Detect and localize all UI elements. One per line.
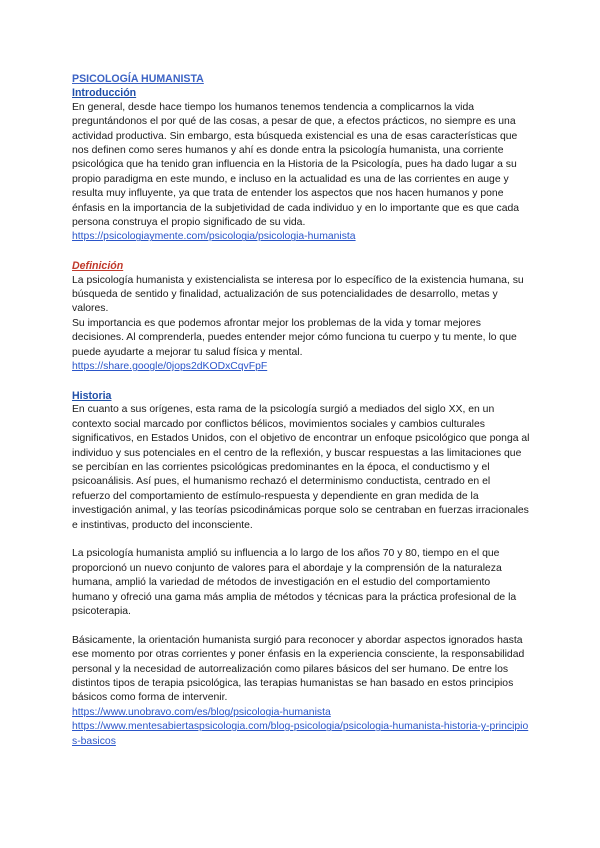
- heading-introduccion: Introducción: [72, 87, 137, 100]
- heading-definicion: Definición: [72, 260, 124, 273]
- spacer: [72, 533, 530, 547]
- history-paragraph-2: La psicología humanista amplió su influencia a lo largo de los años 70 y 80, tiempo en el que proporcionó un nuevo conjunto de valores para el abordaje y la comprensión de la naturaleza humana, amplió la variedad de métodos de investigación en el estudio del comportamiento humano y ofreció una gama más amplia de métodos y técnicas para la práctica profesional de la psicoterapia.: [72, 548, 517, 617]
- heading-historia: Historia: [72, 389, 112, 402]
- history-paragraph-1: En cuanto a sus orígenes, esta rama de la psicología surgió a mediados del siglo XX, en un contexto social marcado por conflictos bélicos, movimientos sociales y cambios culturales significativos, en Estados Unidos, con el objetivo de encontrar un enfoque psicológico que ponga al individuo y sus potenciales en el centro de la reflexión, y buscar respuestas a las limitaciones que se percibían en las corrientes psicológicas predominantes en la época, el conductismo y el psicoanálisis. Así pues, el humanismo rechazó el determinismo conductista, centrado en el refuerzo del comportamiento de estímulo-respuesta y dependiente en gran medida de la investigación animal, y las teorías psicodinámicas porque solo se centraban en fuerzas irracionales e instintivas, producto del inconsciente.: [72, 404, 530, 531]
- history-link-2[interactable]: https://www.mentesabiertaspsicologia.com/blog-psicologia/psicologia-humanista-historia-y-principios-basicos: [72, 721, 529, 747]
- spacer: [72, 245, 530, 259]
- spacer: [72, 375, 530, 389]
- spacer: [72, 619, 530, 633]
- intro-link[interactable]: https://psicologiaymente.com/psicologia/psicologia-humanista: [72, 231, 356, 243]
- definition-link[interactable]: https://share.google/0jops2dKODxCqvFpF: [72, 361, 268, 373]
- definition-paragraph-2: Su importancia es que podemos afrontar mejor los problemas de la vida y tomar mejores decisiones. Al comprenderla, puedes entender mejor cómo funciona tu cuerpo y tu mente, lo que puede ayudarte a mejorar tu salud física y mental.: [72, 317, 517, 358]
- document-title: PSICOLOGÍA HUMANISTA: [72, 73, 204, 85]
- history-link-1[interactable]: https://www.unobravo.com/es/blog/psicologia-humanista: [72, 706, 331, 718]
- intro-paragraph: En general, desde hace tiempo los humanos tenemos tendencia a complicarnos la vida preguntándonos el por qué de las cosas, a pesar de que, a efectos prácticos, no siempre es una actividad productiva. Sin embargo, esta búsqueda existencial es una de esas características que nos definen como seres humanos y ahí es donde entra la psicología humanista, una corriente psicológica que ha tenido gran influencia en la Historia de la Psicología, pues ha dado lugar a su propio paradigma en este mundo, e incluso en la actualidad es una de las corrientes en auge y resulta muy influyente, ya que trata de entender los aspectos que nos hacen humanos y pone énfasis en la importancia de la subjetividad de cada individuo y en lo importante que es que cada persona construya el propio significado de su vida.: [72, 101, 520, 229]
- history-paragraph-3: Básicamente, la orientación humanista surgió para reconocer y abordar aspectos ignorados hasta ese momento por otras corrientes y poner énfasis en la experiencia consciente, la responsabilidad personal y la necesidad de autorrealización como pilares básicos del ser humano. De entre los distintos tipos de terapia psicológica, las terapias humanistas se han basado en estos principios básicos como forma de intervenir.: [72, 634, 525, 704]
- document-body: [72, 72, 530, 749]
- definition-paragraph-1: La psicología humanista y existencialista se interesa por lo específico de la existencia humana, su búsqueda de sentido y finalidad, actualización de sus potencialidades de desarrollo, metas y valores.: [72, 274, 524, 315]
